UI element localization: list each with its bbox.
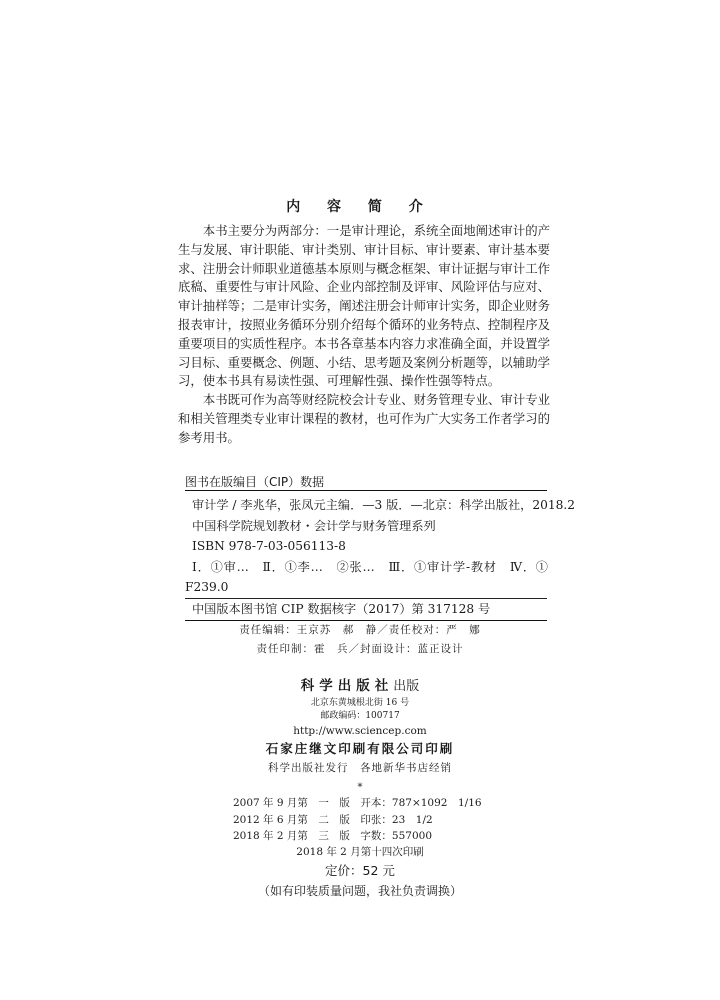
cip-class-block: [185, 577, 541, 598]
publisher-block: [0, 676, 720, 795]
cip-record-number: 中国版本图书馆 CIP 数据核字（2017）第 317128 号: [192, 602, 491, 616]
impression-line: 2018 年 2 月第十四次印刷: [296, 846, 424, 858]
cip-title: 图书在版编目（CIP）数据: [185, 475, 325, 489]
price-line: 定价：52 元: [325, 863, 395, 878]
cip-line-classification: F239.0: [185, 580, 229, 594]
intro-text: [178, 222, 550, 448]
intro-paragraph-2: 本书既可作为高等财经院校会计专业、财务管理专业、审计专业和相关管理类专业审计课程的教材，也可作为广大实务工作者学习的参考用书。: [178, 392, 550, 445]
editions-block: [233, 795, 513, 845]
editors-block: [0, 621, 720, 659]
printer-name: 石家庄继文印刷有限公司印刷: [265, 741, 455, 756]
separator-star: *: [357, 782, 363, 793]
cip-mid-rule: [185, 598, 547, 599]
cip-block: [192, 495, 576, 577]
distribution-line: 科学出版社发行 各地新华书店经销: [268, 762, 452, 774]
edition-line-1: 2007 年 9 月第 一 版 开本：787×1092 1/16: [233, 797, 482, 809]
cip-top-rule: [185, 490, 547, 491]
publisher-postcode: 邮政编码：100717: [320, 711, 400, 721]
cip-line-title: 审计学 / 李兆华，张凤元主编．—3 版．—北京：科学出版社，2018.2: [192, 498, 576, 512]
quality-notice: （如有印装质量问题，我社负责调换）: [257, 884, 462, 898]
publisher-url: http://www.sciencep.com: [293, 725, 427, 737]
edition-line-3: 2018 年 2 月第 三 版 字数：557000: [233, 830, 432, 842]
cip-line-series: 中国科学院规划教材・会计学与财务管理系列: [192, 518, 436, 533]
intro-title: 内 容 简 介: [286, 199, 434, 215]
publisher-brand: 科学出版社: [300, 678, 394, 694]
publisher-address: 北京东黄城根北街 16 号: [310, 698, 410, 708]
publisher-suffix: 出版: [393, 679, 420, 694]
editors-line-1: 责任编辑：王京苏 郝 静／责任校对：严 娜: [239, 624, 481, 636]
editors-line-2: 责任印制：霍 兵／封面设计：蓝正设计: [256, 643, 464, 655]
publisher-name: [0, 676, 720, 697]
cip-line-subjects: Ⅰ．①审… Ⅱ．①李… ②张… Ⅲ．①审计学-教材 Ⅳ．①: [192, 559, 548, 574]
edition-line-2: 2012 年 6 月第 二 版 印张：23 1/2: [233, 813, 433, 826]
cip-line-isbn: ISBN 978-7-03-056113-8: [192, 539, 346, 554]
intro-paragraph-1: 本书主要分为两部分：一是审计理论，系统全面地阐述审计的产生与发展、审计职能、审计类别、审计目标、审计要素、审计基本要求、注册会计师职业道德基本原则与概念框架、审计证据与审计工作底稿、重要性与审计风险、企业内部控制及评审、风险评估与应对、审计抽样等；二是审计实务，阐述注册会计师审计实务，即企业财务报表审计，按照业务循环分别介绍每个循环的业务特点、控制程序及重要项目的实质性程序。本书各章基本内容力求准确全面，并设置学习目标、重要概念、例题、小结、思考题及案例分析题等，以辅助学习，使本书具有易读性强、可理解性强、操作性强等特点。: [178, 223, 550, 389]
